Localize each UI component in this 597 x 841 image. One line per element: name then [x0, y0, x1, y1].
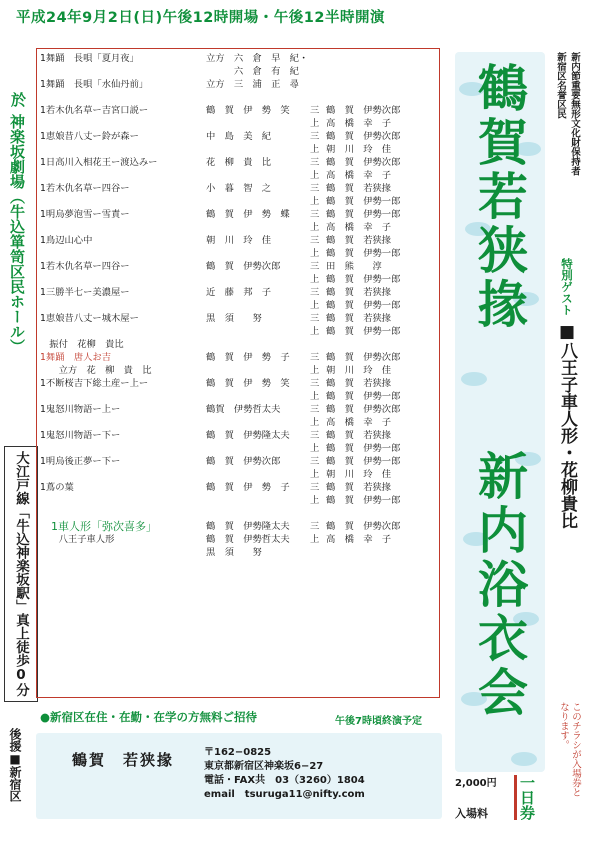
program-musician: 高 橋 幸 子: [326, 534, 392, 545]
program-musician: 鶴 賀 伊勢次郎: [326, 157, 401, 168]
program-row: [40, 169, 436, 182]
special-guest-label: 特別ゲスト: [560, 258, 574, 316]
program-title: 1若木仇名草ー四谷ー: [40, 183, 130, 194]
program-row: [40, 325, 436, 338]
program-musician: 田 熊 淳: [326, 261, 382, 272]
program-row: [40, 286, 436, 299]
program-musician: 朝 川 玲 佳: [326, 469, 392, 480]
program-role-mark: 三: [310, 456, 320, 467]
program-musician: 鶴 賀 伊勢一郎: [326, 248, 401, 259]
program-role-mark: 三: [310, 131, 320, 142]
program-title: 1恵娘昔八丈ー城木屋ー: [40, 313, 139, 324]
program-role-mark: 三: [310, 235, 320, 246]
contact-phone: 電話・FAX共 03（3260）1804: [204, 775, 365, 786]
program-row: [40, 221, 436, 234]
program-row: [40, 546, 436, 559]
program-role-mark: 三: [310, 313, 320, 324]
program-performer: 鶴賀 伊勢哲太夫: [206, 404, 281, 415]
program-row: [40, 299, 436, 312]
program-row: [40, 429, 436, 442]
program-musician: 鶴 賀 伊勢一郎: [326, 456, 401, 467]
program-title: 1鳥辺山心中: [40, 235, 93, 246]
program-title: 1鬼怒川物語ー上ー: [40, 404, 121, 415]
program-row: [40, 364, 436, 377]
program-row: [40, 312, 436, 325]
event-title: 新内浴衣会: [470, 450, 528, 720]
program-row: [40, 455, 436, 468]
program-row: [40, 143, 436, 156]
program-role-mark: 上: [310, 534, 320, 545]
program-performer: 近 藤 邦 子: [206, 287, 272, 298]
program-role-mark: 三: [310, 430, 320, 441]
program-role-mark: 三: [310, 378, 320, 389]
program-row: [40, 104, 436, 117]
program-title: 1不断桜吉下総土産ー上ー: [40, 378, 149, 389]
program-musician: 鶴 賀 若狭掾: [326, 378, 392, 389]
program-performer: 花 柳 貴 比: [206, 157, 272, 168]
program-performer: 鶴 賀 伊 勢 蝶: [206, 209, 290, 220]
program-musician: 鶴 賀 伊勢一郎: [326, 326, 401, 337]
program-row: [40, 260, 436, 273]
program-role-mark: 三: [310, 287, 320, 298]
program-row: [40, 78, 436, 91]
program-performer: 黒 須 努: [206, 547, 262, 558]
program-musician: 鶴 賀 若狭掾: [326, 482, 392, 493]
program-row: [40, 130, 436, 143]
program-role-mark: 上: [310, 469, 320, 480]
program-musician: 鶴 賀 若狭掾: [326, 313, 392, 324]
program-row: [40, 442, 436, 455]
program-role-mark: 上: [310, 222, 320, 233]
program-title: 八王子車人形: [40, 534, 115, 545]
contact-email: email tsuruga11@nifty.com: [204, 789, 365, 800]
program-row: [40, 507, 436, 520]
program-performer: 黒 須 努: [206, 313, 262, 324]
contact-address: 東京都新宿区神楽坂6−27: [204, 761, 324, 772]
program-performer: 鶴 賀 伊 勢 子: [206, 352, 290, 363]
program-row: [40, 520, 436, 533]
program-role-mark: 三: [310, 105, 320, 116]
program-musician: 鶴 賀 若狭掾: [326, 183, 392, 194]
program-title: 1舞踊 長唄「夏月夜」: [40, 53, 139, 64]
performer-title: 鶴賀若狭掾: [470, 62, 528, 332]
program-row: [40, 533, 436, 546]
program-role-mark: 三: [310, 352, 320, 363]
program-performer: 鶴 賀 伊勢次郎: [206, 261, 281, 272]
program-role-mark: 上: [310, 274, 320, 285]
program-musician: 鶴 賀 若狭掾: [326, 430, 392, 441]
program-row: [40, 52, 436, 65]
free-invitation-notice: ●新宿区在住・在勤・在学の方無料ご招待: [40, 710, 258, 724]
program-role-mark: 三: [310, 521, 320, 532]
program-title: 1明烏後正夢ー下ー: [40, 456, 121, 467]
holder-line-1: 新内節重要無形文化財保持者: [569, 52, 580, 176]
program-musician: 鶴 賀 伊勢一郎: [326, 300, 401, 311]
program-musician: 鶴 賀 伊勢次郎: [326, 131, 401, 142]
program-title: 1舞踊 長唄「水仙丹前」: [40, 79, 149, 90]
program-title: 1若木仇名草ー吉宮口説ー: [40, 105, 149, 116]
program-row: [40, 468, 436, 481]
access-text: 大江戸線「牛込神楽坂駅」真上徒歩0分: [13, 451, 29, 697]
program-row: [40, 351, 436, 364]
day-ticket-label: 一日券: [514, 775, 536, 820]
program-role-mark: 三: [310, 157, 320, 168]
program-performer: 六 倉 有 紀: [206, 66, 299, 77]
contact-postal: 〒162−0825: [204, 747, 272, 758]
program-performer: 立方 六 倉 早 紀・: [206, 53, 309, 64]
program-title: 1鬼怒川物語ー下ー: [40, 430, 121, 441]
program-title: 1明烏夢泡雪ー雪責ー: [40, 209, 130, 220]
program-role-mark: 上: [310, 300, 320, 311]
program-musician: 鶴 賀 伊勢次郎: [326, 404, 401, 415]
program-row: [40, 481, 436, 494]
program-musician: 鶴 賀 伊勢一郎: [326, 443, 401, 454]
access-box: [4, 446, 38, 702]
program-role-mark: 上: [310, 495, 320, 506]
contact-info: [204, 746, 365, 802]
program-performer: 鶴 賀 伊勢哲太夫: [206, 534, 290, 545]
program-title: 1舞踊 唐人お吉: [40, 352, 111, 363]
program-row: [40, 273, 436, 286]
program-role-mark: 上: [310, 326, 320, 337]
program-title: 1若木仇名草ー四谷ー: [40, 261, 130, 272]
program-performer: 鶴 賀 伊 勢 子: [206, 482, 290, 493]
program-row: [40, 156, 436, 169]
program-title: 立方 花 柳 貴 比: [40, 365, 152, 376]
program-musician: 朝 川 玲 佳: [326, 365, 392, 376]
holder-line-2: 新宿区名誉区民: [555, 52, 566, 119]
program-row: [40, 117, 436, 130]
program-row: [40, 208, 436, 221]
program-musician: 鶴 賀 伊勢次郎: [326, 105, 401, 116]
program-row: [40, 195, 436, 208]
program-row: [40, 494, 436, 507]
program-musician: 鶴 賀 伊勢一郎: [326, 495, 401, 506]
program-performer: 鶴 賀 伊 勢 笑: [206, 105, 290, 116]
program-performer: 鶴 賀 伊勢次郎: [206, 456, 281, 467]
program-role-mark: 上: [310, 365, 320, 376]
program-musician: 高 橋 幸 子: [326, 417, 392, 428]
program-row: [40, 416, 436, 429]
program-row: [40, 65, 436, 78]
program-performer: 中 島 美 紀: [206, 131, 272, 142]
program-title: 1三勝半七ー美濃屋ー: [40, 287, 130, 298]
program-role-mark: 上: [310, 248, 320, 259]
program-role-mark: 上: [310, 443, 320, 454]
program-performer: 朝 川 玲 佳: [206, 235, 272, 246]
special-guest-names: ■八王子車人形・花柳貴比: [557, 322, 577, 529]
program-role-mark: 上: [310, 196, 320, 207]
program-title: 振付 花柳 貴比: [40, 339, 124, 350]
program-musician: 鶴 賀 伊勢次郎: [326, 352, 401, 363]
program-role-mark: 上: [310, 170, 320, 181]
program-musician: 鶴 賀 伊勢一郎: [326, 209, 401, 220]
program-row: [40, 377, 436, 390]
program-role-mark: 上: [310, 144, 320, 155]
program-row: [40, 182, 436, 195]
program-title: 1蔦の葉: [40, 482, 74, 493]
program-row: [40, 338, 436, 351]
program-row: [40, 91, 436, 104]
program-row: [40, 247, 436, 260]
flyer-note-line-1: このチラシが入場券と: [570, 702, 581, 797]
program-role-mark: 三: [310, 261, 320, 272]
ticket-price: 2,000円: [455, 778, 497, 789]
program-role-mark: 三: [310, 404, 320, 415]
program-performer: 立方 三 浦 正 尋: [206, 79, 299, 90]
program-row: [40, 234, 436, 247]
sponsor-label: 後援■新宿区: [8, 728, 22, 802]
end-time-notice: 午後7時頃終演予定: [335, 716, 422, 727]
program-row: [40, 390, 436, 403]
program-musician: 鶴 賀 伊勢一郎: [326, 391, 401, 402]
program-musician: 鶴 賀 伊勢一郎: [326, 274, 401, 285]
flyer-note-line-2: なります。: [558, 702, 569, 750]
program-role-mark: 三: [310, 209, 320, 220]
program-performer: 小 暮 智 之: [206, 183, 272, 194]
venue-at-label: 於: [9, 92, 27, 107]
program-musician: 高 橋 幸 子: [326, 118, 392, 129]
program-musician: 鶴 賀 伊勢一郎: [326, 196, 401, 207]
program-musician: 朝 川 玲 佳: [326, 144, 392, 155]
program-musician: 鶴 賀 伊勢次郎: [326, 521, 401, 532]
program-role-mark: 三: [310, 183, 320, 194]
program-musician: 鶴 賀 若狭掾: [326, 287, 392, 298]
program-role-mark: 三: [310, 482, 320, 493]
event-datetime-header: 平成24年9月2日(日)午後12時開場・午後12半時開演: [16, 10, 385, 26]
program-list: [40, 52, 436, 559]
program-role-mark: 上: [310, 417, 320, 428]
contact-name: 鶴賀 若狭掾: [72, 751, 175, 769]
program-musician: 鶴 賀 若狭掾: [326, 235, 392, 246]
program-musician: 高 橋 幸 子: [326, 222, 392, 233]
venue-name: 神楽坂劇場（牛込箪笥区民ホール）: [8, 114, 26, 354]
entry-fee-label: 入場料: [455, 807, 488, 820]
program-title: 1日高川入相花王ー渡込みー: [40, 157, 158, 168]
program-performer: 鶴 賀 伊 勢 笑: [206, 378, 290, 389]
program-row: [40, 403, 436, 416]
program-role-mark: 上: [310, 118, 320, 129]
program-title: 1車人形「弥次喜多」: [40, 520, 157, 533]
program-role-mark: 上: [310, 391, 320, 402]
program-title: 1恵娘昔八丈ー鈴が森ー: [40, 131, 139, 142]
program-performer: 鶴 賀 伊勢隆太夫: [206, 430, 290, 441]
program-musician: 高 橋 幸 子: [326, 170, 392, 181]
program-performer: 鶴 賀 伊勢隆太夫: [206, 521, 290, 532]
